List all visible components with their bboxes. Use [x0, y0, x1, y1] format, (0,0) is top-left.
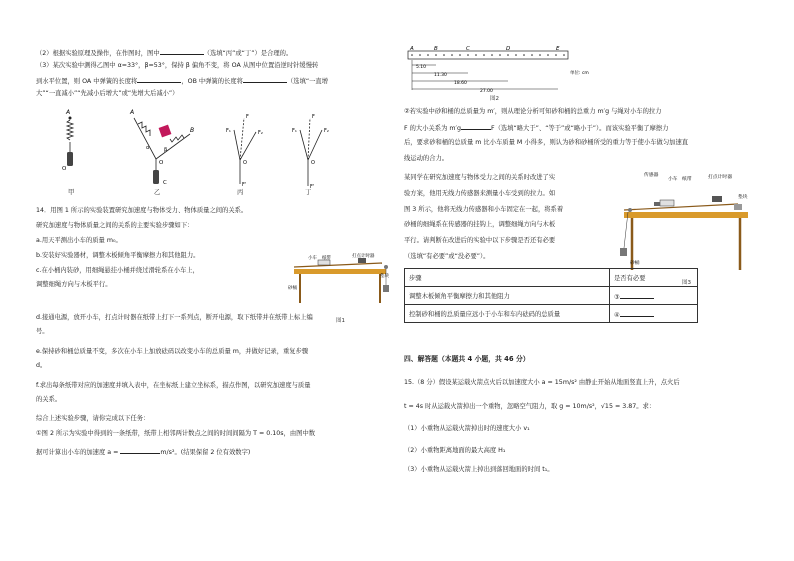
tape-unit: 单位: cm [570, 71, 589, 76]
point-b: B [434, 46, 438, 52]
spring-force-figures [60, 104, 340, 200]
fig3-caption: 图3 [682, 280, 691, 286]
q3-line3: 大”“一直减小”“先减小后增大”或“先增大后减小”） [36, 90, 179, 97]
p2-line3: 后，要求砂和桶的总质量 m 比小车质量 M 小得多，则认为砂和砂桶所受的重力等于使小车做匀加速直 [404, 139, 689, 146]
table-cell-need: ③ [610, 287, 698, 305]
svg-text:α: α [146, 145, 150, 151]
point-c: C [466, 46, 470, 52]
dim-ae: 27.00 [480, 89, 493, 94]
step-b: b.安装好实验器材，调整木板倾角平衡摩擦力和其他阻力。 [36, 252, 200, 259]
svg-text:B: B [190, 127, 195, 134]
dim-ad: 18.60 [454, 81, 467, 86]
caption-jia: 甲 [68, 189, 75, 196]
step-d-line1: d.接通电源，放开小车，打点计时器在纸带上打下一系列点，断开电源，取下纸带并在纸带上标上编 [36, 314, 313, 321]
figure-yi [129, 109, 194, 186]
svg-text:F₂: F₂ [258, 130, 263, 136]
relation-answer-blank[interactable] [461, 122, 491, 130]
svg-text:垫块: 垫块 [738, 195, 748, 200]
section-4-heading: 四、解答题（本题共 4 小题，共 46 分） [404, 355, 530, 363]
svg-text:F₁: F₁ [292, 128, 297, 134]
svg-text:纸带: 纸带 [682, 177, 692, 182]
point-a: A [410, 46, 414, 52]
q14-line2: 研究加速度与物体质量之间的关系的主要实验步骤如下： [36, 222, 194, 229]
task1-line1: ①图 2 所示为实验中得到的一条纸带，纸带上相邻两计数点之间的时间间隔为 T = 0.10s，由图中数 [36, 430, 316, 437]
q14-line1: 14．用图 1 所示的实验装置研究加速度与物体受力、物体质量之间的关系。 [36, 207, 248, 214]
table-cell-need: ④ [610, 305, 698, 323]
q15-line2: t = 4s 时从运载火箭掉出一个重物，忽略空气阻力，取 g = 10m/s²，√15 = 3.87。求： [404, 403, 656, 410]
step-e-line1: e.保持砂和桶总质量不变，多次在小车上加放砝码以改变小车的总质量 m，并做好记录，重复步骤 [36, 348, 309, 355]
svg-text:F₂: F₂ [324, 128, 329, 134]
svg-text:C: C [163, 180, 167, 186]
point-e: E [556, 46, 560, 52]
p2-line2: F 的大小关系为 m′g F（选填“略大于”、“等于”或“略小于”）。而该实验平衡了摩擦力 [404, 122, 668, 133]
step3-answer-blank[interactable] [620, 291, 654, 299]
table-header-step: 步骤 [405, 269, 610, 287]
svg-text:β: β [164, 147, 168, 153]
table-header-need: 是否有必要 [610, 269, 698, 287]
step-c-line1: c.在小桶内装砂，用细绳悬挂小桶并绕过滑轮系在小车上， [36, 267, 199, 274]
table-cell-step: 控制砂和桶的总质量应远小于小车和车内砝码的总质量 [405, 305, 610, 323]
step-e-line2: d。 [36, 362, 47, 369]
q3-oa-blank[interactable] [137, 75, 181, 83]
svg-text:F': F' [242, 182, 247, 188]
svg-text:打点计时器: 打点计时器 [352, 254, 375, 259]
svg-text:O: O [159, 160, 164, 166]
acceleration-answer-blank[interactable] [120, 446, 160, 454]
svg-text:小车: 小车 [668, 177, 678, 182]
q3-line1: （3）某次实验中测得乙图中 α=33°，β=53°，保持 β 偏角不变，将 OA 从图中位置沿逆时针缓慢转 [36, 62, 319, 69]
q15-sub1: （1）小重物从运载火箭掉出时的速度大小 v₁ [404, 425, 530, 432]
step-f-line2: 的关系。 [36, 396, 62, 403]
p3-line4: 砂桶的细绳系在传感器的挂钩上，调整细绳方向与木板 [404, 221, 556, 228]
svg-text:F₁: F₁ [226, 128, 231, 134]
caption-yi: 乙 [154, 189, 161, 196]
figure-2-tape [404, 44, 589, 96]
step-d-line2: 号。 [36, 328, 49, 335]
svg-text:F: F [312, 114, 315, 120]
table-row [405, 305, 698, 323]
summary-line: 综合上述实验步骤，请你完成以下任务： [36, 415, 150, 422]
dim-ab: 5.10 [416, 65, 427, 70]
q3-line2: 到水平位置，则 OA 中弹簧的长度将 ，OB 中弹簧的长度将 （选填“一直增 [36, 75, 328, 86]
svg-text:O: O [311, 160, 315, 166]
q15-sub2: （2）小重物距离地面的最大高度 H₁ [404, 447, 506, 454]
table-row [405, 287, 698, 305]
p3-line2: 验方案，他用无线力传感器来测量小车受到的拉力。如 [404, 190, 556, 197]
table-cell-step: 调整木板倾角平衡摩擦力和其他阻力 [405, 287, 610, 305]
figure-bing [226, 114, 263, 188]
figure-ding [292, 114, 329, 190]
svg-text:传感器: 传感器 [644, 173, 659, 178]
p2-line1: ②若实验中砂和桶的总质量为 m′，则从理论分析可知砂和桶的总重力 m′g 与绳对小车的拉力 [404, 108, 662, 115]
step4-answer-blank[interactable] [620, 309, 654, 317]
q2-answer-blank[interactable] [160, 47, 204, 55]
svg-text:垫块: 垫块 [380, 274, 389, 279]
p3-line5: 平行。请判断在改进后的实验中以下步骤是否还有必要 [404, 237, 556, 244]
q15-line1: 15.（8 分）假设某运载火箭点火后以加速度大小 a = 15m/s² 由静止开始从地面竖直上升，点火后 [404, 379, 680, 386]
svg-text:砂桶: 砂桶 [630, 261, 640, 266]
q3-ob-blank[interactable] [243, 75, 287, 83]
q15-sub3: （3）小重物从运载火箭上掉出到落回地面的时间 t₁。 [404, 466, 554, 473]
fig1-caption: 图1 [336, 318, 345, 324]
caption-bing: 丙 [237, 189, 244, 196]
svg-text:F: F [246, 114, 249, 120]
svg-text:纸带: 纸带 [322, 256, 331, 261]
table-row [405, 269, 698, 287]
step-a: a.用天平测出小车的质量 m₀。 [36, 237, 122, 244]
q2-line: （2）根据实验原理及操作，在作图时，图中 （选填“丙”或“丁”）是合理的。 [36, 47, 292, 58]
svg-text:打点计时器: 打点计时器 [708, 175, 732, 180]
svg-text:A: A [66, 109, 71, 116]
fig2-caption: 图2 [490, 96, 499, 102]
svg-text:F': F' [310, 184, 315, 190]
svg-text:小车: 小车 [308, 256, 317, 261]
dim-ac: 11.30 [434, 73, 447, 78]
point-d: D [506, 46, 511, 52]
p3-line3: 图 3 所示，他将无线力传感器和小车固定在一起，将系着 [404, 206, 564, 213]
task1-line2: 据可计算出小车的加速度 a = m/s²。(结果保留 2 位有效数字) [36, 446, 250, 457]
figure-jia [62, 109, 73, 172]
svg-text:A: A [130, 109, 135, 116]
step-c-line2: 调整细绳方向与木板平行。 [36, 281, 112, 288]
p3-line6: （选填“有必要”或“没必要”）。 [404, 253, 490, 260]
figure-3-apparatus [616, 168, 756, 278]
caption-ding: 丁 [305, 189, 312, 196]
svg-text:O: O [243, 160, 247, 166]
tape-dots [411, 54, 565, 56]
p3-line1: 某同学在研究加速度与物体受力之间的关系时改进了实 [404, 174, 556, 181]
svg-text:砂桶: 砂桶 [288, 286, 297, 291]
figure-1-apparatus [288, 255, 398, 311]
steps-table [404, 268, 698, 323]
p2-line4: 线运动的合力。 [404, 155, 449, 162]
svg-text:O: O [62, 166, 67, 172]
step-f-line1: f.求出每条纸带对应的加速度并填入表中，在坐标纸上建立坐标系，描点作图，以研究加速度与质量 [36, 382, 311, 389]
